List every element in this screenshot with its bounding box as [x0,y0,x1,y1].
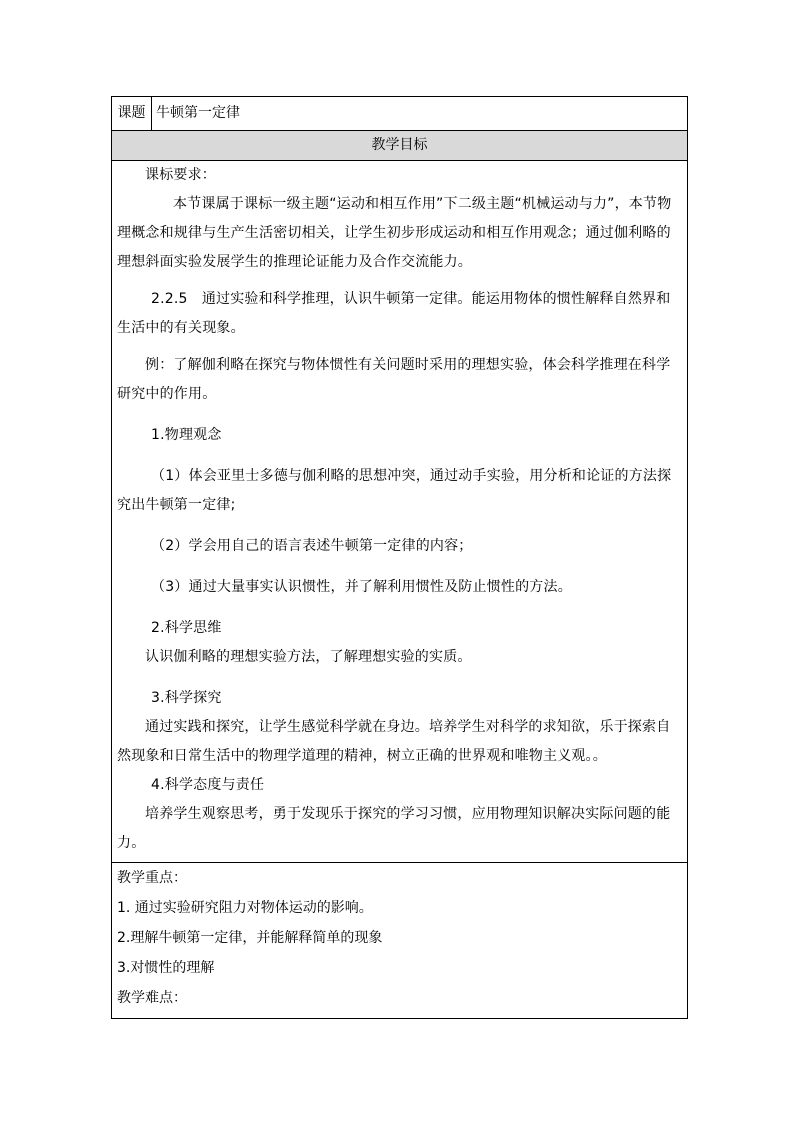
topic-title: 牛顿第一定律 [152,97,688,131]
topic-row [112,97,688,131]
scientific-inquiry-text: 通过实践和探究，让学生感觉科学就在身边。培养学生对科学的求知欲，乐于探索自然现象和日常生活中的物理学道理的精神，树立正确的世界观和唯物主义观。。 [117,719,671,764]
heading-physics-concepts: 1.物理观念 [151,427,222,443]
key-point-item: 3.对惯性的理解 [117,960,215,976]
objectives-row [112,161,688,863]
lesson-plan-table [111,96,688,1019]
heading-scientific-inquiry: 3.科学探究 [151,690,222,706]
heading-scientific-thinking: 2.科学思维 [151,620,222,636]
standard-heading: 课标要求： [145,167,216,183]
standard-text: 本节课属于课标一级主题“运动和相互作用”下二级主题“机械运动与力”，本节物理概念和规律与生产生活密切相关，让学生初步形成运动和相互作用观念；通过伽利略的理想斜面实验发展学生的推理论证能力及合作交流能力。 [117,196,672,270]
physics-concept-2: （2）学会用自己的语言表述牛顿第一定律的内容； [151,538,473,554]
key-points-row [112,863,688,1019]
heading-attitude-responsibility: 4.科学态度与责任 [151,777,265,793]
section-row [112,131,688,161]
section-heading: 教学目标 [112,131,688,161]
physics-concept-3: （3）通过大量事实认识惯性，并了解利用惯性及防止惯性的方法。 [151,579,572,595]
key-point-item: 1. 通过实验研究阻力对物体运动的影响。 [117,900,373,916]
standard-item-225: 2.2.5 通过实验和科学推理，认识牛顿第一定律。能运用物体的惯性解释自然界和生活中的有关现象。 [117,291,671,336]
physics-concept-1: （1）体会亚里士多德与伽利略的思想冲突，通过动手实验，用分析和论证的方法探究出牛顿第一定律; [117,468,672,513]
objectives-cell [112,161,688,863]
difficulty-heading: 教学难点： [117,990,187,1006]
topic-label: 课题 [112,97,152,131]
key-points-heading: 教学重点： [117,870,187,886]
key-point-item: 2.理解牛顿第一定律，并能解释简单的现象 [117,930,383,946]
scientific-thinking-text: 认识伽利略的理想实验方法，了解理想实验的实质。 [145,649,472,665]
standard-example: 例：了解伽利略在探究与物体惯性有关问题时采用的理想实验，体会科学推理在科学研究中的作用。 [117,357,671,402]
attitude-responsibility-text: 培养学生观察思考，勇于发现乐于探究的学习习惯，应用物理知识解决实际问题的能力。 [117,806,671,851]
key-points-cell [112,863,688,1019]
